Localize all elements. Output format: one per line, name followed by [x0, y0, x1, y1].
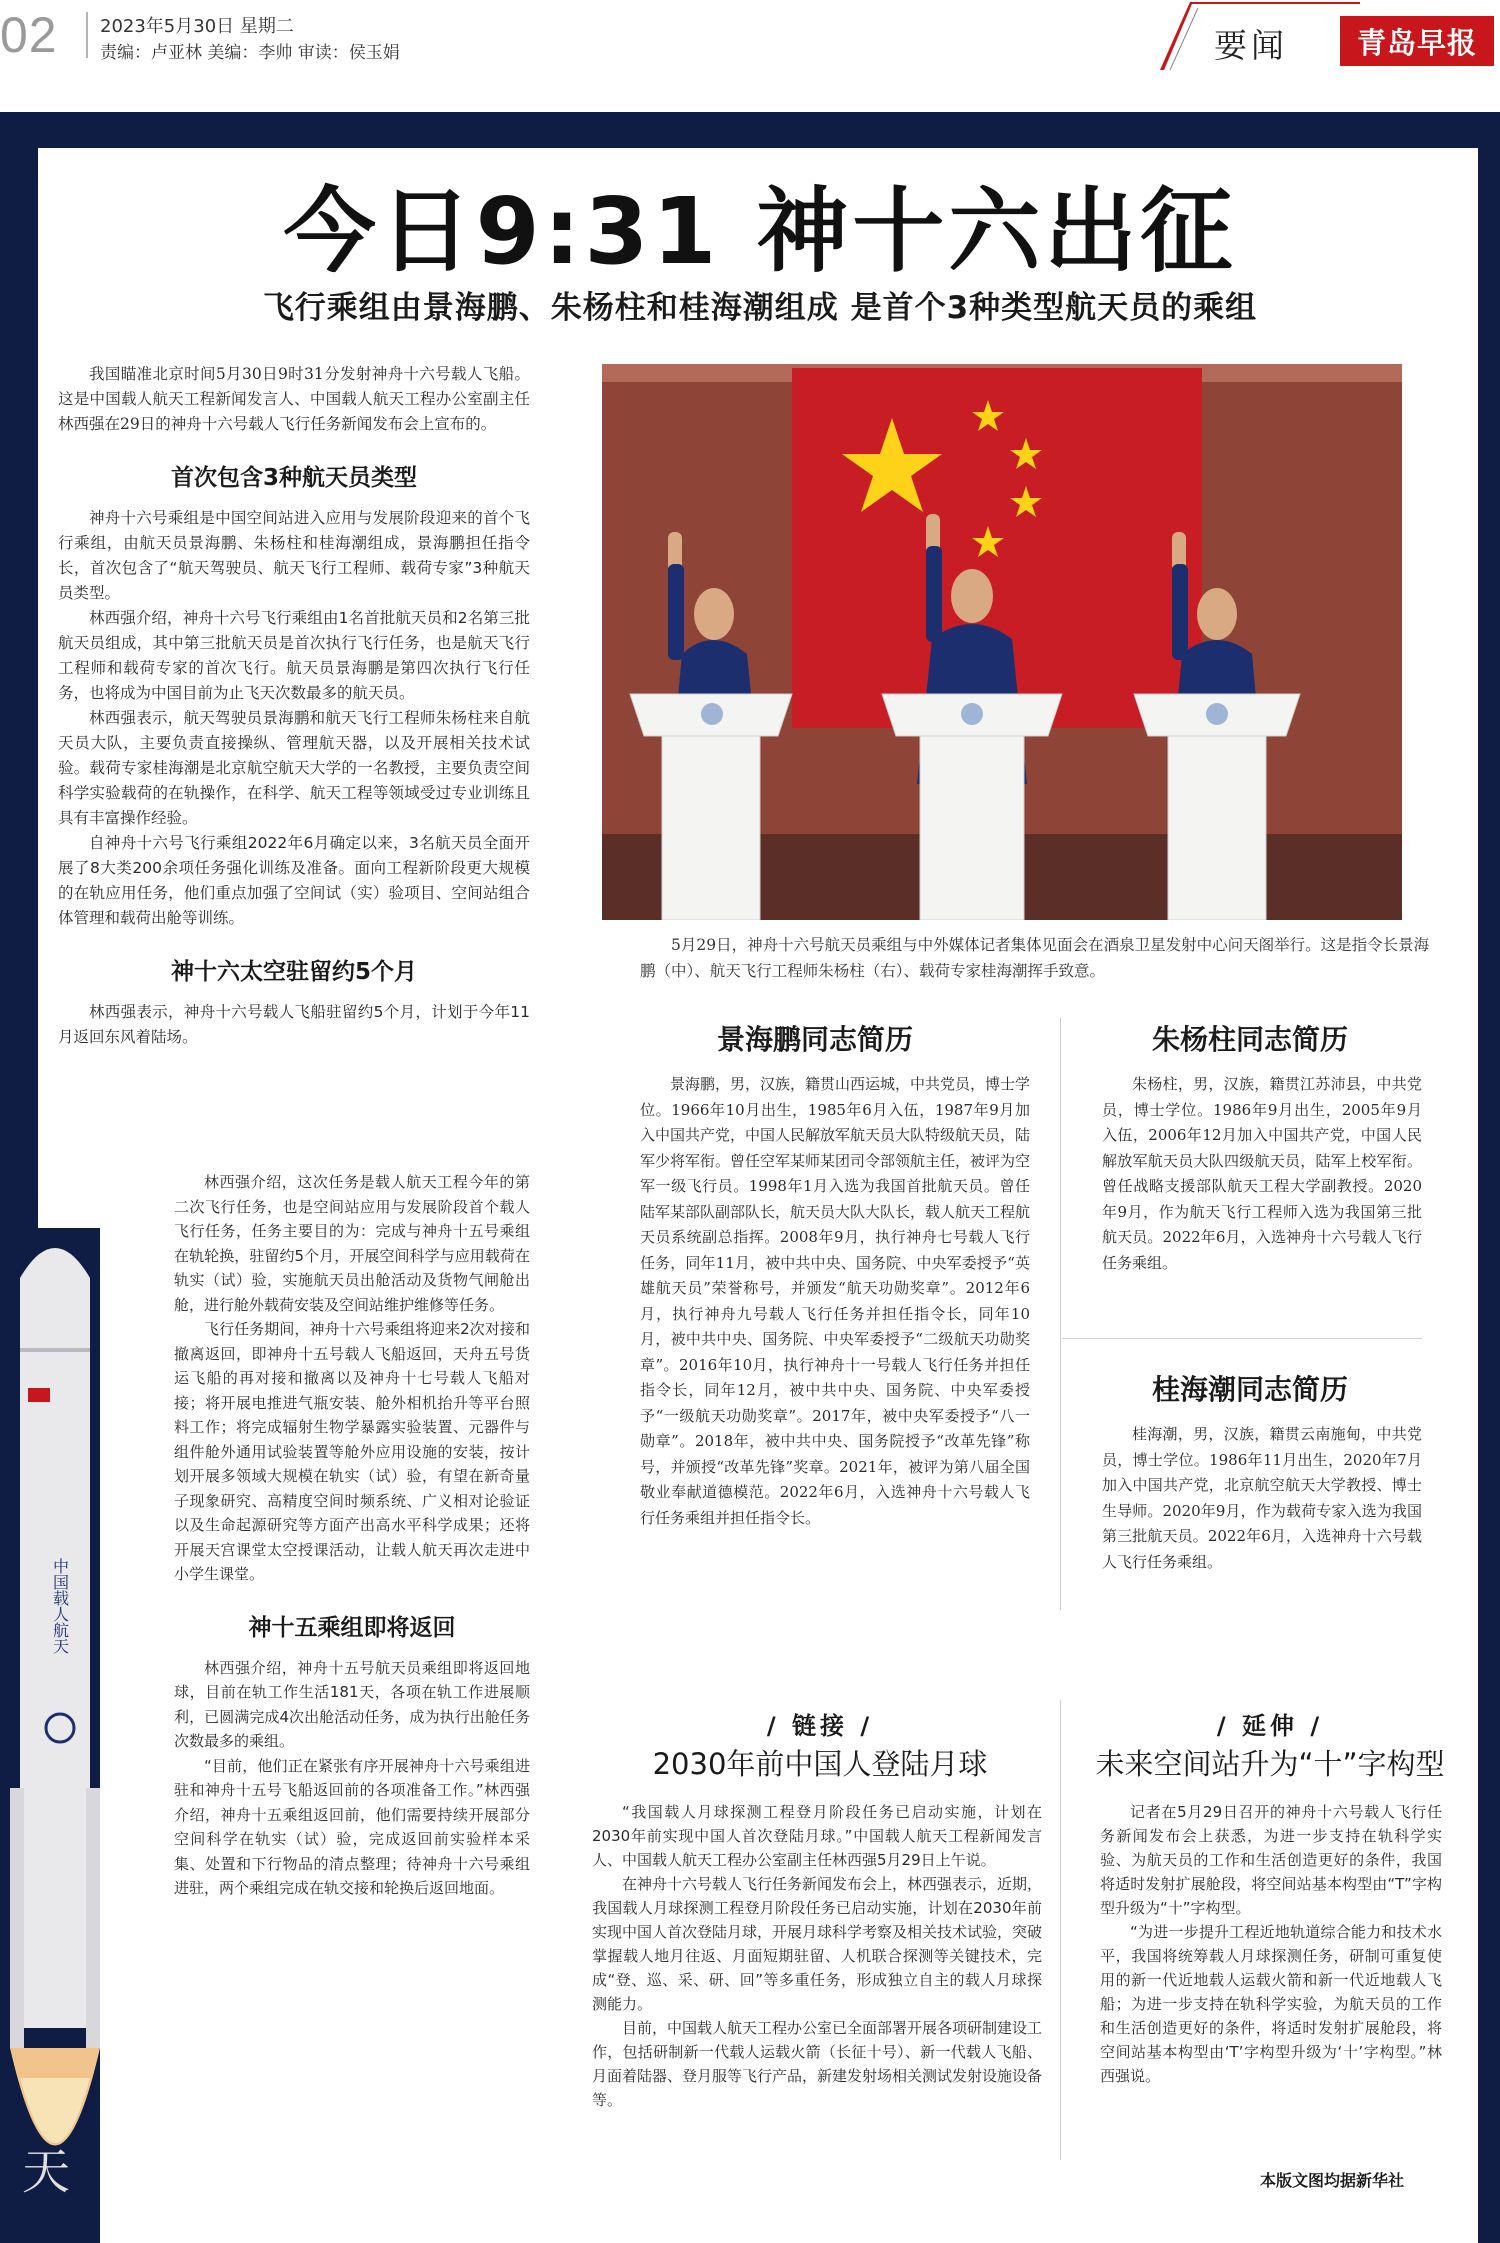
row-divider [1062, 1338, 1422, 1339]
extend-paragraph: “为进一步提升工程近地轨道综合能力和技术水平，我国将统筹载人月球探测任务，研制可重复使用的新一代近地载人运载火箭和新一代近地载人飞船；为进一步支持在轨科学实验，为航天员的工作和生活创造更好的条件，将适时发射扩展舱段，将空间站基本构型由‘T’字构型升级为‘十’字构型。”林西强说。 [1100, 1923, 1442, 2085]
page-number: 02 [0, 7, 58, 63]
section1-paragraph: 林西强表示，航天驾驶员景海鹏和航天飞行工程师朱杨柱来自航天员大队，主要负责直接操纵、管理航天器，以及开展相关技术试验。载荷专家桂海潮是北京航空航天大学的一名教授，主要负责空间科学实验载荷的在轨操作，在科学、航天工程等领域受过专业训练且具有丰富操作经验。 [58, 709, 530, 827]
bio-gui-text: 桂海潮，男，汉族，籍贯云南施甸，中共党员，博士学位。1986年11月出生，2020年7月加入中国共产党，北京航空航天大学教授、博士生导师。2020年9月，作为载荷专家入选为我国第三批航天员。2022年6月，入选神舟十六号载人飞行任务乘组。 [1102, 1425, 1422, 1571]
lead-paragraph: 我国瞄准北京时间5月30日9时31分发射神舟十六号载人飞船。这是中国载人航天工程新闻发言人、中国载人航天工程办公室副主任林西强在29日的神舟十六号载人飞行任务新闻发布会上宣布的。 [58, 365, 530, 433]
column-divider [1060, 1018, 1061, 1610]
header-divider [86, 12, 88, 58]
subheadline: 飞行乘组由景海鹏、朱杨柱和桂海潮组成 是首个3种类型航天员的乘组 [262, 290, 1258, 326]
section2-heading: 神十六太空驻留约5个月 [170, 959, 417, 985]
rocket-illustration [0, 1228, 100, 2243]
newspaper-logo: 青岛早报 [1340, 16, 1494, 66]
link-body [592, 1800, 1042, 2112]
left-column [58, 362, 530, 1050]
section1-paragraph: 林西强介绍，神舟十六号飞行乘组由1名首批航天员和2名第三批航天员组成，其中第三批航天员是首次执行飞行任务，也是航天飞行工程师和载荷专家的首次飞行。航天员景海鹏是第四次执行飞行任务，也将成为中国目前为止飞天次数最多的航天员。 [58, 609, 530, 702]
issue-date: 2023年5月30日 星期二 [100, 16, 294, 37]
photo-credit: 本版文图均据新华社 [1260, 2171, 1405, 2190]
section3-paragraph: 林西强介绍，神舟十五号航天员乘组即将返回地球，目前在轨工作生活181天，各项在轨工作进展顺利，已圆满完成4次出舱活动任务，成为执行出舱任务次数最多的乘组。 [174, 1658, 530, 1750]
link-paragraph: “我国载人月球探测工程登月阶段任务已启动实施，计划在2030年前实现中国人首次登陆月球。”中国载人航天工程新闻发言人、中国载人航天工程办公室副主任林西强5月29日上午说。 [592, 1803, 1042, 1869]
section1-heading: 首次包含3种航天员类型 [170, 465, 417, 491]
bio-zhu-text: 朱杨柱，男，汉族，籍贯江苏沛县，中共党员，博士学位。1986年9月出生，2005年9月入伍，2006年12月加入中国共产党，中国人民解放军航天员大队四级航天员，陆军上校军衔。曾任战略支援部队航天工程大学副教授。2020年9月，作为航天飞行工程师入选为我国第三批航天员。2022年6月，入选神舟十六号载人飞行任务乘组。 [1102, 1075, 1422, 1272]
link-tag: / 链接 / [766, 1712, 874, 1740]
extend-body [1100, 1800, 1442, 2088]
column-divider [1060, 1700, 1061, 2160]
extend-heading: 未来空间站升为“十”字构型 [1095, 1747, 1445, 1781]
section2-paragraph: 飞行任务期间，神舟十六号乘组将迎来2次对接和撤离返回，即神舟十五号载人飞船返回，天舟五号货运飞船的再对接和撤离以及神舟十七号载人飞船对接；将开展电推进气瓶安装、舱外相机抬升等平台照料工作；将完成辐射生物学暴露实验装置、元器件与组件舱外通用试验装置等舱外应用设施的安装，按计划开展多领域大规模在轨实（试）验，有望在新奇量子现象研究、高精度空间时频系统、广义相对论验证以及生命起源研究等方面产出高水平科学成果；还将开展天宫课堂太空授课活动，让载人航天再次走进中小学生课堂。 [174, 1320, 530, 1583]
section1-paragraph: 神舟十六号乘组是中国空间站进入应用与发展阶段迎来的首个飞行乘组，由航天员景海鹏、朱杨柱和桂海潮组成，景海鹏担任指令长，首次包含了“航天驾驶员、航天飞行工程师、载荷专家”3种航天员类型。 [58, 509, 530, 602]
section3-heading: 神十五乘组即将返回 [248, 1614, 456, 1641]
section1-paragraph: 自神舟十六号飞行乘组2022年6月确定以来，3名航天员全面开展了8大类200余项任务强化训练及准备。面向工程新阶段更大规模的在轨应用任务，他们重点加强了空间试（实）验项目、空间站组合体管理和载荷出舱等训练。 [58, 834, 530, 927]
rocket-watermark: 天 [22, 2144, 71, 2200]
bio-gui-heading: 桂海潮同志简历 [1151, 1373, 1348, 1406]
rocket-text: 中国载人航天 [50, 1558, 70, 1654]
crew-photo-illustration [602, 364, 1402, 920]
bio-zhu-heading: 朱杨柱同志简历 [1151, 1023, 1348, 1056]
section2-paragraph: 林西强表示，神舟十六号载人飞船驻留约5个月，计划于今年11月返回东风着陆场。 [58, 1003, 530, 1046]
bio-jing-text: 景海鹏，男，汉族，籍贯山西运城，中共党员，博士学位。1966年10月出生，1985年6月入伍，1987年9月加入中国共产党，中国人民解放军航天员大队特级航天员，陆军少将军衔。曾任空军某师某团司令部领航主任，被评为空军一级飞行员。1998年1月入选为我国首批航天员。曾任陆军某部队副部队长，航天员大队大队长，载人航天工程航天员系统副总指挥。2008年9月，执行神舟七号载人飞行任务，同年11月，被中共中央、国务院、中央军委授予“英雄航天员”荣誉称号，并颁发“航天功勋奖章”。2012年6月，执行神舟九号载人飞行任务并担任指令长，同年10月，被中共中央、国务院、中央军委授予“二级航天功勋奖章”。2016年10月，执行神舟十一号载人飞行任务并担任指令长，同年12月，被中共中央、国务院、中央军委授予“一级航天功勋奖章”。2017年，被中央军委授予“八一勋章”。2018年，被中共中央、国务院授予“改革先锋”称号，并颁授“改革先锋”奖章。2021年，被评为第八届全国敬业奉献道德模范。2022年6月，入选神舟十六号载人飞行任务乘组并担任指令长。 [640, 1075, 1031, 1527]
link-heading: 2030年前中国人登陆月球 [652, 1747, 988, 1781]
section3-paragraph: “目前，他们正在紧张有序开展神舟十六号乘组进驻和神舟十五号飞船返回前的各项准备工作。”林西强介绍，神舟十五乘组返回前，他们需要持续开展部分空间科学在轨实（试）验，完成返回前实验样本采集、处置和下行物品的清点整理；待神舟十六号乘组进驻，两个乘组完成在轨交接和轮换后返回地面。 [174, 1756, 530, 1897]
link-paragraph: 在神舟十六号载人飞行任务新闻发布会上，林西强表示，近期，我国载人月球探测工程登月阶段任务已启动实施，计划在2030年前实现中国人首次登陆月球，开展月球科学考察及相关技术试验，突破掌握载人地月往返、月面短期驻留、人机联合探测等关键技术，完成“登、巡、采、研、回”等多重任务，形成独立自主的载人月球探测能力。 [592, 1875, 1043, 2013]
editor-credits: 责编：卢亚林 美编：李帅 审读：侯玉娟 [100, 43, 400, 63]
left-column-lower [174, 1170, 530, 1901]
photo-caption: 5月29日，神舟十六号航天员乘组与中外媒体记者集体见面会在酒泉卫星发射中心问天阁举行。这是指令长景海鹏（中）、航天飞行工程师朱杨柱（右）、载荷专家桂海潮挥手致意。 [640, 936, 1430, 980]
section2-paragraph: 林西强介绍，这次任务是载人航天工程今年的第二次飞行任务，也是空间站应用与发展阶段首个载人飞行任务，任务主要目的为：完成与神舟十五号乘组在轨轮换，驻留约5个月，开展空间科学与应用载荷在轨实（试）验，实施航天员出舱活动及货物气闸舱出舱，进行舱外载荷安装及空间站维护维修等任务。 [174, 1173, 530, 1314]
bio-jing-heading: 景海鹏同志简历 [716, 1023, 913, 1056]
extend-tag: / 延伸 / [1216, 1712, 1324, 1740]
headline: 今日9:31 神十六出征 [283, 178, 1237, 285]
section-label: 要闻 [1214, 26, 1288, 65]
crew-photo [602, 364, 1402, 920]
link-paragraph: 目前，中国载人航天工程办公室已全面部署开展各项研制建设工作，包括研制新一代载人运载火箭（长征十号）、新一代载人飞船、月面着陆器、登月服等飞行产品，新建发射场相关测试发射设施设备等。 [592, 2019, 1043, 2109]
extend-paragraph: 记者在5月29日召开的神舟十六号载人飞行任务新闻发布会上获悉，为进一步支持在轨科学实验、为航天员的工作和生活创造更好的条件，我国将适时发射扩展舱段，将空间站基本构型由“T”字构型升级为“十”字构型。 [1100, 1803, 1442, 1917]
